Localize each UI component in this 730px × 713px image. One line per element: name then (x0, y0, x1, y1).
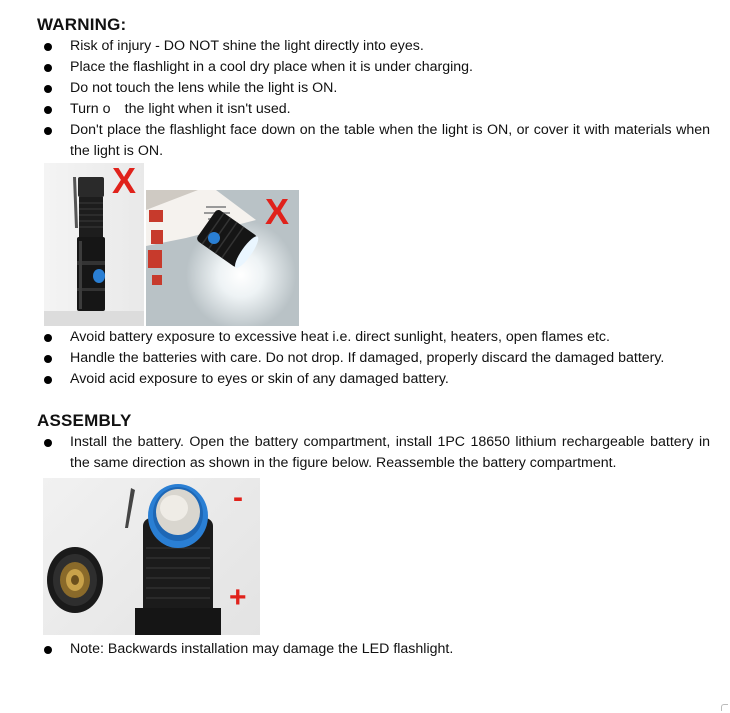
positive-polarity-mark: + (229, 581, 247, 614)
bullet-icon (44, 439, 52, 447)
list-item: Note: Backwards installation may damage the LED flashlight. (0, 639, 730, 660)
list-item: Avoid acid exposure to eyes or skin of any damaged battery. (0, 369, 730, 390)
assembly-heading: ASSEMBLY (37, 411, 132, 430)
prohibited-mark: X (265, 191, 290, 232)
prohibited-mark: X (112, 163, 137, 201)
list-item: Place the flashlight in a cool dry place when it is under charging. (0, 57, 730, 78)
warning-heading: WARNING: (37, 15, 127, 34)
warning-list (0, 36, 730, 162)
list-item: Don't place the flashlight face down on the table when the light is ON, or cover it with materials when the light is ON. (0, 120, 730, 162)
page-corner-mark (721, 704, 728, 711)
bullet-icon (44, 334, 52, 342)
list-item: Do not touch the lens while the light is ON. (0, 78, 730, 99)
note-list (0, 639, 730, 660)
bullet-icon (44, 43, 52, 51)
bullet-icon (44, 106, 52, 114)
battery-install-photo (43, 478, 260, 635)
list-item: Avoid battery exposure to excessive heat i.e. direct sunlight, heaters, open flames etc. (0, 327, 730, 348)
battery-install-illustration (43, 478, 260, 635)
bullet-icon (44, 64, 52, 72)
list-item: Turn o the light when it isn't used. (0, 99, 730, 120)
bullet-icon (44, 376, 52, 384)
list-item: Risk of injury - DO NOT shine the light directly into eyes. (0, 36, 730, 57)
assembly-list (0, 432, 730, 474)
flashlight-standing-photo (44, 163, 144, 326)
list-item: Handle the batteries with care. Do not drop. If damaged, properly discard the damaged battery. (0, 348, 730, 369)
negative-polarity-mark: - (233, 481, 243, 514)
bullet-icon (44, 355, 52, 363)
bullet-icon (44, 85, 52, 93)
list-item: Install the battery. Open the battery compartment, install 1PC 18650 lithium rechargeable battery in the same direction as shown in the figure below. Reassemble the battery compartment. (0, 432, 730, 474)
bullet-icon (44, 127, 52, 135)
bullet-icon (44, 646, 52, 654)
battery-warning-list (0, 327, 730, 390)
flashlight-face-down-photo (146, 190, 299, 326)
